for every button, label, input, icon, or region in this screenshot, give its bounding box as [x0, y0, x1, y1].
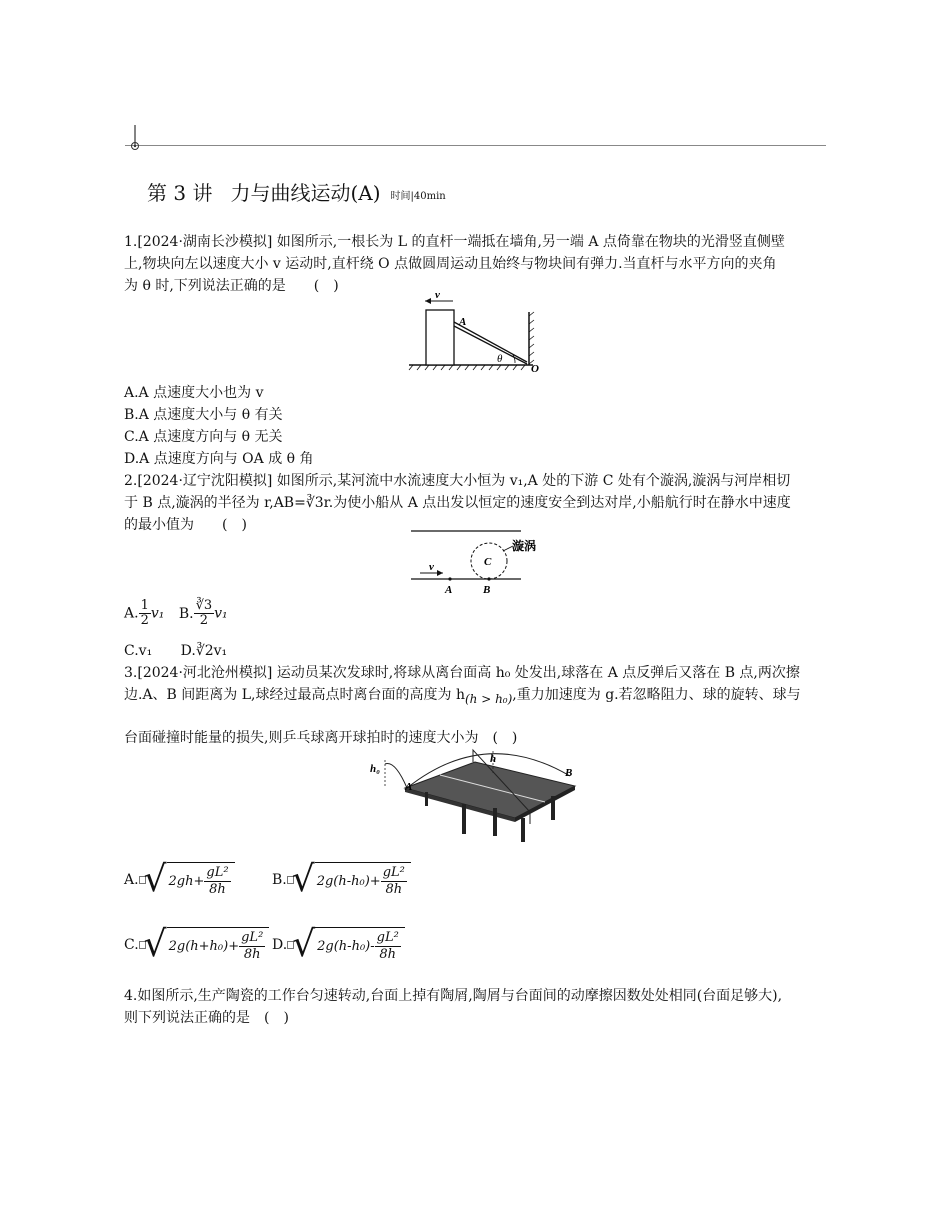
q2-stem-line3: 的最小值为 ( )	[124, 517, 247, 533]
q3-fig-A: A	[405, 781, 413, 793]
q2-options-cd	[124, 640, 227, 662]
q1-fig-A: A	[459, 316, 467, 328]
q3-fig-h0: h₀	[370, 763, 380, 775]
q4-stem-line1: 4.如图所示,生产陶瓷的工作台匀速转动,台面上掉有陶屑,陶屑与台面间的动摩擦因数处处相同(台面足够大),	[124, 988, 783, 1004]
header-rule	[125, 145, 826, 146]
q1-stem-line3: 为 θ 时,下列说法正确的是 ( )	[124, 278, 339, 294]
q3-fig-B: B	[565, 767, 573, 779]
header-marker-icon	[129, 125, 141, 153]
q3-option-a: A. √ 2gh+ $\frac{\text{gL²}}{8h}$	[124, 862, 235, 898]
q3-option-b: B. √ 2g(h-h₀)+ $\frac{\text{gL²}}{8h}$	[272, 862, 411, 898]
lecture-title: 力与曲线运动(A)	[230, 181, 381, 205]
q2-figure	[405, 527, 555, 599]
q3-option-c: C. √ 2g(h+h₀)+ $\frac{\text{gL²}}{8h}$	[124, 927, 269, 963]
q4-stem-line2: 则下列说法正确的是 ( )	[124, 1010, 289, 1026]
q2-option-b-label: B.	[178, 605, 194, 622]
q2-stem-line2: 于 B 点,漩涡的半径为 r,AB=∛3r.为使小船从 A 点出发以恒定的速度安全到达对岸,小船航行时在静水中速度	[124, 495, 791, 511]
q1-figure	[405, 292, 555, 376]
q1-fig-theta: θ	[497, 353, 503, 365]
q2-option-a-fraction: $\frac{1}{2}$	[140, 598, 149, 628]
q2-fig-v: v	[429, 561, 434, 573]
q2-fig-vortex: 漩涡	[512, 539, 537, 553]
q3-option-d: D. √ 2g(h-h₀)- gL² 8h	[272, 927, 405, 963]
q2-fig-C: C	[484, 556, 492, 568]
page-title	[147, 177, 446, 206]
q1-option-a: A.A 点速度大小也为 v	[124, 385, 264, 401]
q3-stem-line1: 3.[2024·河北沧州模拟] 运动员某次发球时,将球从离台面高 h₀ 处发出,球落在 A 点反弹后又落在 B 点,两次擦	[124, 665, 800, 681]
q1-stem-line2: 上,物块向左以速度大小 v 运动时,直杆绕 O 点做圆周运动且始终与物块间有弹力.当直杆与水平方向的夹角	[124, 256, 777, 272]
q1-fig-v: v	[435, 292, 440, 301]
q2-fig-B: B	[483, 584, 491, 596]
q2-option-c: C.v₁	[124, 643, 153, 659]
lecture-number: 第 3 讲	[147, 181, 213, 205]
q3-fig-h: h	[490, 753, 497, 765]
q1-stem-line1: 1.[2024·湖南长沙模拟] 如图所示,一根长为 L 的直杆一端抵在墙角,另一端 A 点倚靠在物块的光滑竖直侧壁	[124, 234, 785, 250]
q2-options-ab: A. $\frac{1}{2}$ v₁ B. $\frac{∛3}{2}$ v₁	[124, 598, 228, 628]
q1-fig-O: O	[531, 363, 539, 375]
q3-stem-line3: 台面碰撞时能量的损失,则乒乓球离开球拍时的速度大小为 ( )	[124, 730, 518, 746]
q2-option-b-fraction: $\frac{∛3}{2}$	[195, 598, 213, 628]
time-limit: 时间|40min	[390, 191, 446, 202]
q1-option-d: D.A 点速度方向与 OA 成 θ 角	[124, 451, 314, 467]
q2-fig-A: A	[445, 584, 453, 596]
q3-condition: (h > h₀)	[464, 691, 513, 706]
q3-stem-line2: 边.A、B 间距离为 L,球经过最高点时离台面的高度为 h(h > h₀),重力加速度为 g.若忽略阻力、球的旋转、球与	[124, 687, 801, 706]
q2-stem-line1: 2.[2024·辽宁沈阳模拟] 如图所示,某河流中水流速度大小恒为 v₁,A 处的下游 C 处有个漩涡,漩涡与河岸相切	[124, 473, 791, 489]
q1-option-c: C.A 点速度方向与 θ 无关	[124, 429, 283, 445]
q2-option-a-label: A.	[124, 605, 139, 622]
q3-figure	[365, 746, 585, 844]
q2-option-d: D.∛2v₁	[180, 643, 228, 659]
q1-option-b: B.A 点速度大小与 θ 有关	[124, 407, 283, 423]
